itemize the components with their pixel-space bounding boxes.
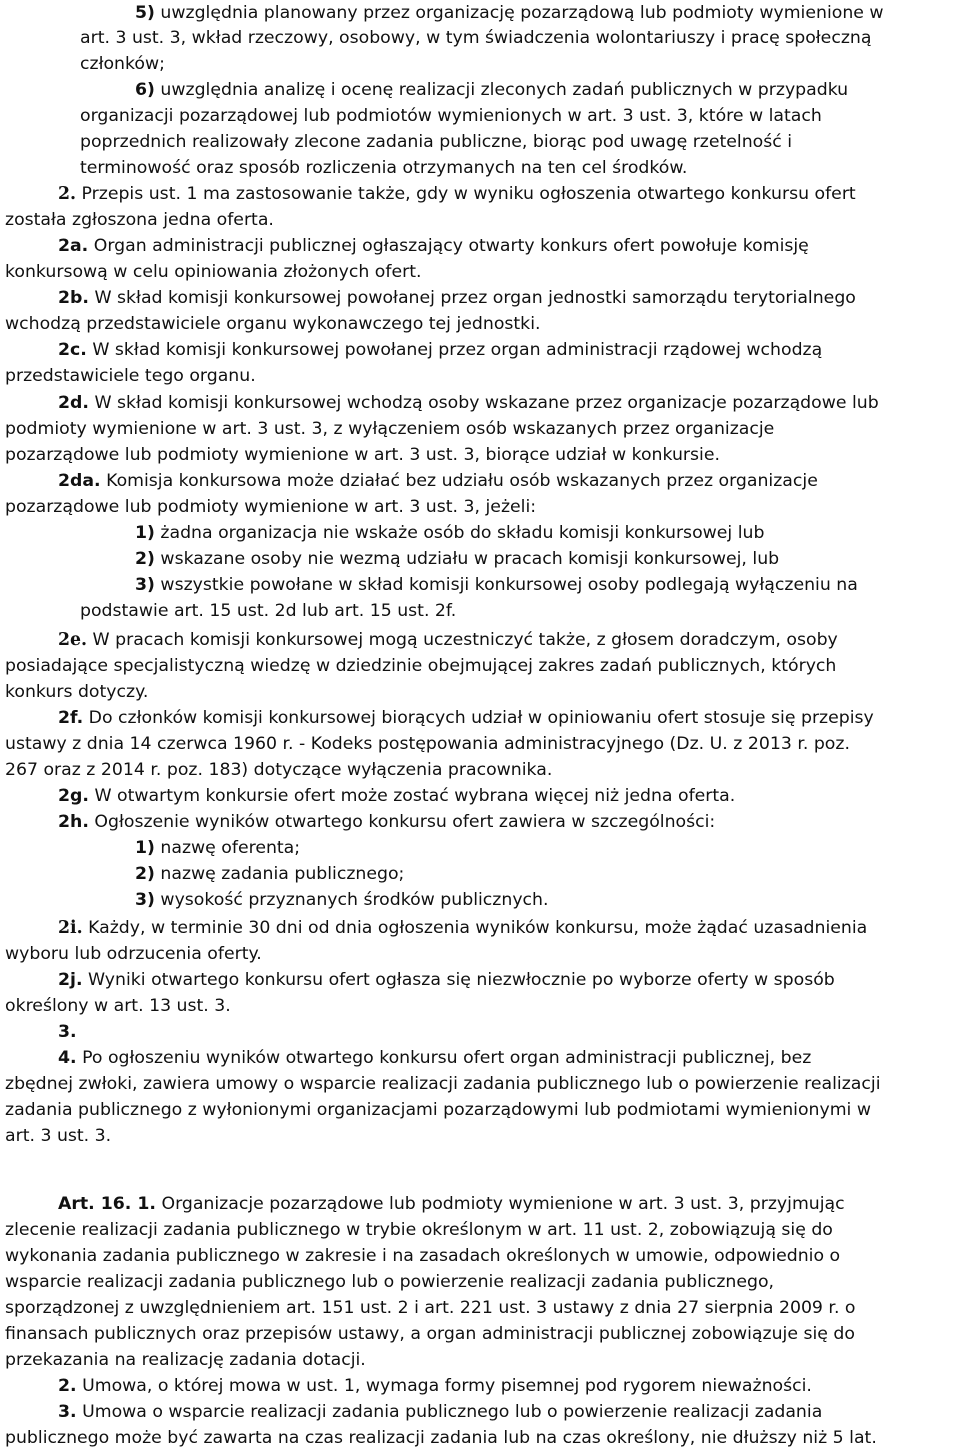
- text-line: [5, 1097, 958, 1123]
- section-number: 2c.: [58, 340, 87, 360]
- text-line: [58, 1045, 958, 1071]
- line-text: organizacji pozarządowej lub podmiotów wymienionych w art. 3 ust. 3, które w latach: [80, 106, 822, 126]
- line-text: Umowa, o której mowa w ust. 1, wymaga formy pisemnej pod rygorem nieważności.: [76, 1376, 812, 1396]
- line-text: zlecenie realizacji zadania publicznego w trybie określonym w art. 11 ust. 2, zobowiązują się do: [5, 1220, 833, 1240]
- section-number: 2a.: [58, 236, 89, 256]
- text-line: [5, 1217, 958, 1243]
- text-line: [58, 627, 958, 653]
- text-line: [5, 1071, 958, 1097]
- text-line: [80, 129, 958, 155]
- line-text: podmioty wymienione w art. 3 ust. 3, z wyłączeniem osób wskazanych przez organizacje: [5, 419, 775, 439]
- text-line: [5, 653, 958, 679]
- line-text: Po ogłoszeniu wyników otwartego konkursu ofert organ administracji publicznej, bez: [76, 1048, 812, 1068]
- line-text: wchodzą przedstawiciele organu wykonawczego tej jednostki.: [5, 314, 541, 334]
- text-line: [135, 572, 958, 598]
- text-line: [135, 77, 958, 103]
- line-text: uwzględnia analizę i ocenę realizacji zleconych zadań publicznych w przypadku: [154, 80, 849, 100]
- text-line: [58, 809, 958, 835]
- line-text: żadna organizacja nie wskaże osób do składu komisji konkursowej lub: [154, 523, 765, 543]
- line-text: Organizacje pozarządowe lub podmioty wymienione w art. 3 ust. 3, przyjmując: [155, 1194, 845, 1214]
- line-text: konkurs dotyczy.: [5, 682, 149, 702]
- section-number: Art. 16. 1.: [58, 1194, 156, 1214]
- text-line: [135, 861, 958, 887]
- line-text: zbędnej zwłoki, zawiera umowy o wsparcie realizacji zadania publicznego lub o powierzenie realizacji: [5, 1074, 881, 1094]
- text-line: [58, 915, 958, 941]
- text-line: [58, 233, 958, 259]
- section-number: 2): [135, 549, 155, 569]
- text-line: [80, 25, 958, 51]
- text-line: [135, 546, 958, 572]
- text-line: [80, 598, 958, 624]
- section-number: 2e.: [58, 630, 88, 650]
- text-line: [58, 468, 958, 494]
- section-number: 6): [135, 80, 155, 100]
- text-line: [5, 442, 958, 468]
- text-line: [58, 705, 958, 731]
- section-number: 2g.: [58, 786, 89, 806]
- text-line: [5, 679, 958, 705]
- text-line: [58, 390, 958, 416]
- text-line: [80, 51, 958, 77]
- line-text: przekazania na realizację zadania dotacji.: [5, 1350, 366, 1370]
- line-text: określony w art. 13 ust. 3.: [5, 996, 231, 1016]
- text-line: [58, 181, 958, 207]
- text-line: [58, 1019, 958, 1045]
- line-text: wykonania zadania publicznego w zakresie i na zasadach określonych w umowie, odpowiednio o: [5, 1246, 841, 1266]
- line-text: art. 3 ust. 3.: [5, 1126, 112, 1146]
- line-text: Umowa o wsparcie realizacji zadania publicznego lub o powierzenie realizacji zadania: [76, 1402, 823, 1422]
- text-line: [80, 103, 958, 129]
- line-text: wsparcie realizacji zadania publicznego lub o powierzenie realizacji zadania publicznego,: [5, 1272, 775, 1292]
- line-text: W skład komisji konkursowej powołanej przez organ administracji rządowej wchodzą: [86, 340, 823, 360]
- text-line: [58, 783, 958, 809]
- text-line: [5, 1243, 958, 1269]
- text-line: [5, 363, 958, 389]
- section-number: 2j.: [58, 970, 83, 990]
- text-line: [58, 337, 958, 363]
- text-line: [5, 993, 958, 1019]
- section-number: 5): [135, 3, 155, 23]
- text-line: [5, 731, 958, 757]
- text-line: [5, 259, 958, 285]
- line-text: 267 oraz z 2014 r. poz. 183) dotyczące wyłączenia pracownika.: [5, 760, 553, 780]
- text-line: [5, 1295, 958, 1321]
- text-line: [5, 757, 958, 783]
- line-text: nazwę zadania publicznego;: [154, 864, 405, 884]
- section-number: 2d.: [58, 393, 89, 413]
- line-text: wskazane osoby nie wezmą udziału w pracach komisji konkursowej, lub: [154, 549, 780, 569]
- line-text: wysokość przyznanych środków publicznych.: [154, 890, 549, 910]
- line-text: nazwę oferenta;: [154, 838, 301, 858]
- line-text: W skład komisji konkursowej wchodzą osoby wskazane przez organizacje pozarządowe lub: [88, 393, 879, 413]
- text-line: [5, 1123, 958, 1149]
- line-text: została zgłoszona jedna oferta.: [5, 210, 274, 230]
- section-number: 2.: [58, 184, 77, 204]
- section-number: 2i.: [58, 918, 83, 938]
- line-text: posiadające specjalistyczną wiedzę w dziedzinie obejmującej zakres zadań publicznych, których: [5, 656, 837, 676]
- text-line: [58, 1191, 958, 1217]
- line-text: art. 3 ust. 3, wkład rzeczowy, osobowy, w tym świadczenia wolontariuszy i pracę społeczną: [80, 28, 872, 48]
- line-text: terminowość oraz sposób rozliczenia otrzymanych na ten cel środków.: [80, 158, 688, 178]
- line-text: podstawie art. 15 ust. 2d lub art. 15 ust. 2f.: [80, 601, 457, 621]
- text-line: [135, 835, 958, 861]
- text-line: [5, 1321, 958, 1347]
- section-number: 2da.: [58, 471, 101, 491]
- line-text: W skład komisji konkursowej powołanej przez organ jednostki samorządu terytorialnego: [88, 288, 856, 308]
- line-text: publicznego może być zawarta na czas realizacji zadania lub na czas określony, nie dłuższy niż 5 lat.: [5, 1428, 877, 1448]
- text-line: [5, 1425, 958, 1451]
- line-text: Do członków komisji konkursowej biorących udział w opiniowaniu ofert stosuje się przepisy: [83, 708, 874, 728]
- section-number: 2f.: [58, 708, 84, 728]
- section-number: 2): [135, 864, 155, 884]
- line-text: członków;: [80, 54, 165, 74]
- line-text: poprzednich realizowały zlecone zadania publiczne, biorąc pod uwagę rzetelność i: [80, 132, 793, 152]
- text-line: [5, 207, 958, 233]
- section-number: 1): [135, 838, 155, 858]
- section-number: 3.: [58, 1022, 77, 1042]
- section-number: 3): [135, 890, 155, 910]
- line-text: W otwartym konkursie ofert może zostać wybrana więcej niż jedna oferta.: [88, 786, 736, 806]
- section-number: 2b.: [58, 288, 89, 308]
- line-text: uwzględnia planowany przez organizację pozarządową lub podmioty wymienione w: [154, 3, 884, 23]
- text-line: [5, 416, 958, 442]
- text-line: [58, 967, 958, 993]
- text-line: [135, 887, 958, 913]
- text-line: [5, 494, 958, 520]
- line-text: Komisja konkursowa może działać bez udziału osób wskazanych przez organizacje: [100, 471, 818, 491]
- line-text: W pracach komisji konkursowej mogą uczestniczyć także, z głosem doradczym, osoby: [87, 630, 838, 650]
- line-text: Wyniki otwartego konkursu ofert ogłasza się niezwłocznie po wyborze oferty w sposób: [82, 970, 835, 990]
- section-number: 2.: [58, 1376, 77, 1396]
- line-text: wszystkie powołane w skład komisji konkursowej osoby podlegają wyłączeniu na: [154, 575, 858, 595]
- line-text: finansach publicznych oraz przepisów ustawy, a organ administracji publicznej zobowiązuje się do: [5, 1324, 855, 1344]
- line-text: Każdy, w terminie 30 dni od dnia ogłoszenia wyników konkursu, może żądać uzasadnienia: [82, 918, 868, 938]
- text-line: [5, 311, 958, 337]
- text-line: [5, 941, 958, 967]
- text-line: [58, 1373, 958, 1399]
- text-line: [58, 1399, 958, 1425]
- section-number: 2h.: [58, 812, 89, 832]
- line-text: pozarządowe lub podmioty wymienione w art. 3 ust. 3, biorące udział w konkursie.: [5, 445, 720, 465]
- text-line: [5, 1269, 958, 1295]
- text-line: [135, 0, 958, 26]
- line-text: przedstawiciele tego organu.: [5, 366, 256, 386]
- section-number: 3.: [58, 1402, 77, 1422]
- line-text: Ogłoszenie wyników otwartego konkursu ofert zawiera w szczególności:: [88, 812, 716, 832]
- line-text: konkursową w celu opiniowania złożonych ofert.: [5, 262, 422, 282]
- text-line: [5, 1347, 958, 1373]
- line-text: pozarządowe lub podmioty wymienione w art. 3 ust. 3, jeżeli:: [5, 497, 537, 517]
- line-text: Przepis ust. 1 ma zastosowanie także, gdy w wyniku ogłoszenia otwartego konkursu ofert: [76, 184, 856, 204]
- section-number: 4.: [58, 1048, 77, 1068]
- section-number: 1): [135, 523, 155, 543]
- line-text: wyboru lub odrzucenia oferty.: [5, 944, 262, 964]
- line-text: sporządzonej z uwzględnieniem art. 151 ust. 2 i art. 221 ust. 3 ustawy z dnia 27 sierpnia 2009 r. o: [5, 1298, 856, 1318]
- section-number: 3): [135, 575, 155, 595]
- text-line: [135, 520, 958, 546]
- line-text: zadania publicznego z wyłonionymi organizacjami pozarządowymi lub podmiotami wymienionymi w: [5, 1100, 871, 1120]
- line-text: ustawy z dnia 14 czerwca 1960 r. - Kodeks postępowania administracyjnego (Dz. U. z 2013 r. poz.: [5, 734, 850, 754]
- text-line: [58, 285, 958, 311]
- line-text: Organ administracji publicznej ogłaszający otwarty konkurs ofert powołuje komisję: [88, 236, 809, 256]
- text-line: [80, 155, 958, 181]
